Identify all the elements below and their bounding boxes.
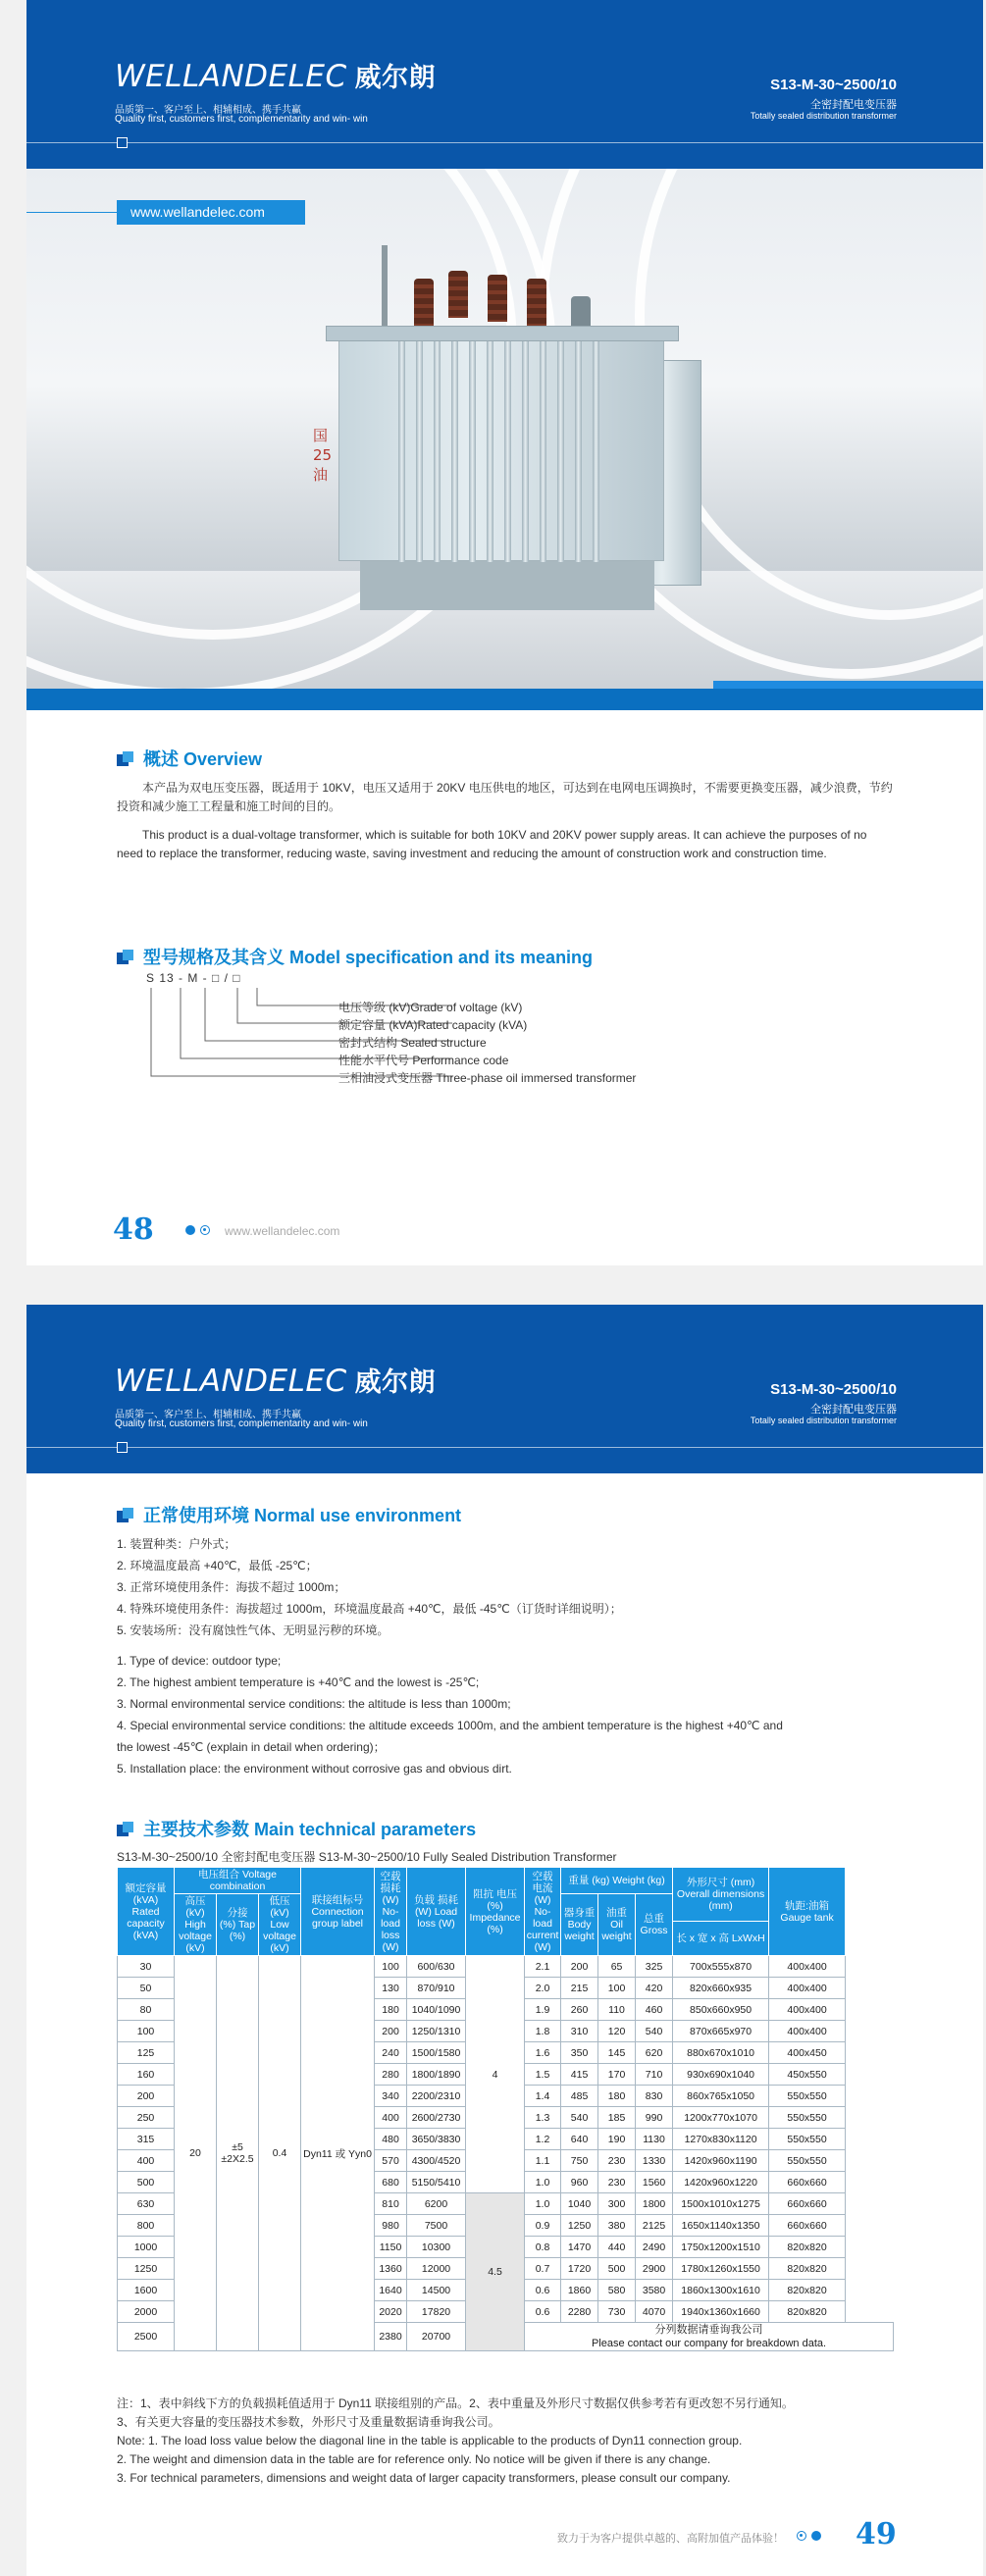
cell-noload-current: 0.6 xyxy=(525,2280,561,2301)
cell-noload-current: 0.8 xyxy=(525,2237,561,2258)
cell-oil-weight: 300 xyxy=(598,2193,636,2215)
cell-body-weight: 540 xyxy=(561,2107,598,2129)
cell-gauge: 400x450 xyxy=(769,2042,846,2064)
th-tap: 分接 (%) Tap (%) xyxy=(217,1894,259,1956)
cell-dims: 1650x1140x1350 xyxy=(673,2215,769,2237)
table-notes xyxy=(117,2395,794,2488)
cell-noload-current: 1.5 xyxy=(525,2064,561,2086)
th-hv: 高压 (kV) High voltage (kV) xyxy=(175,1894,217,1956)
environment-list-cn xyxy=(117,1533,902,1641)
cell-impedance-merged: 4.5 xyxy=(466,2193,525,2351)
cell-body-weight: 415 xyxy=(561,2064,598,2086)
bushing-icon xyxy=(414,279,434,326)
cell-oil-weight: 100 xyxy=(598,1978,636,1999)
cell-oil-weight: 580 xyxy=(598,2280,636,2301)
cell-dims: 850x660x950 xyxy=(673,1999,769,2021)
cell-noload-loss: 570 xyxy=(375,2150,407,2172)
page-dots-icon xyxy=(185,1225,210,1235)
tank-cover xyxy=(326,326,679,341)
cell-oil-weight: 120 xyxy=(598,2021,636,2042)
th-capacity: 额定容量 (kVA) Rated capacity (kVA) xyxy=(118,1868,175,1956)
cell-dims: 1420x960x1190 xyxy=(673,2150,769,2172)
cell-gross-weight: 3580 xyxy=(636,2280,673,2301)
cell-gauge: 820x820 xyxy=(769,2258,846,2280)
list-item: 5. 安装场所：没有腐蚀性气体、无明显污秽的环境。 xyxy=(117,1623,389,1637)
cell-noload-current: 1.3 xyxy=(525,2107,561,2129)
cell-noload-loss: 980 xyxy=(375,2215,407,2237)
hero-image xyxy=(26,169,983,710)
cell-load-loss: 14500 xyxy=(407,2280,466,2301)
th-weight: 重量 (kg) Weight (kg) xyxy=(561,1868,673,1894)
cell-body-weight: 1250 xyxy=(561,2215,598,2237)
cell-noload-current: 1.9 xyxy=(525,1999,561,2021)
cell-load-loss: 1800/1890 xyxy=(407,2064,466,2086)
cell-hv-merged: 20 xyxy=(175,1956,217,2351)
cell-capacity: 315 xyxy=(118,2129,175,2150)
overview-para-cn: 本产品为双电压变压器，既适用于 10KV，电压又适用于 20KV 电压供电的地区，可达到在电网电压调换时，不需要更换变压器，减少浪费，节约投资和减少施工工程量和施工时间的目的。 xyxy=(117,781,893,813)
tech-title: 主要技术参数 Main technical parameters xyxy=(117,1816,476,1841)
spec-table xyxy=(117,1867,894,2351)
cell-noload-loss: 2020 xyxy=(375,2301,407,2323)
list-item: 2. The highest ambient temperature is +40℃ and the lowest is -25℃; xyxy=(117,1675,480,1689)
bushing-icon xyxy=(488,275,507,322)
cell-gauge: 550x550 xyxy=(769,2129,846,2150)
cell-capacity: 125 xyxy=(118,2042,175,2064)
cell-oil-weight: 500 xyxy=(598,2258,636,2280)
cell-oil-weight: 440 xyxy=(598,2237,636,2258)
overview-para-en: This product is a dual-voltage transformer, which is suitable for both 10KV and 20KV power supply areas. It can achieve the purposes of no need to replace the transformer, reducing waste, saving investment and reducing the amount of construction work and construction time. xyxy=(117,828,867,860)
cell-capacity: 160 xyxy=(118,2064,175,2086)
cell-body-weight: 1860 xyxy=(561,2280,598,2301)
section-icon xyxy=(117,1822,134,1836)
cell-capacity: 400 xyxy=(118,2150,175,2172)
url-line xyxy=(26,212,117,213)
product-name-en: Totally sealed distribution transformer xyxy=(750,1416,897,1425)
note-line: 3、有关更大容量的变压器技术参数，外形尺寸及重量数据请垂询我公司。 xyxy=(117,2415,500,2429)
cell-oil-weight: 170 xyxy=(598,2064,636,2086)
th-voltage-combo: 电压组合 Voltage combination xyxy=(175,1868,301,1894)
slogan-en: Quality first, customers first, complementarity and win- win xyxy=(115,1418,368,1429)
cell-load-loss: 1250/1310 xyxy=(407,2021,466,2042)
cell-load-loss: 870/910 xyxy=(407,1978,466,1999)
header-band xyxy=(26,0,983,169)
cell-gross-weight: 830 xyxy=(636,2086,673,2107)
cell-capacity: 30 xyxy=(118,1956,175,1978)
cell-body-weight: 200 xyxy=(561,1956,598,1978)
cell-noload-current: 1.2 xyxy=(525,2129,561,2150)
cell-noload-loss: 1150 xyxy=(375,2237,407,2258)
code-item-type: 三相油浸式变压器 Three-phase oil immersed transformer xyxy=(338,1071,637,1085)
page-number: 49 xyxy=(856,2517,897,2551)
cell-gauge: 550x550 xyxy=(769,2107,846,2129)
cell-load-loss: 17820 xyxy=(407,2301,466,2323)
cell-noload-loss: 280 xyxy=(375,2064,407,2086)
cell-dims: 820x660x935 xyxy=(673,1978,769,1999)
cell-capacity: 2500 xyxy=(118,2323,175,2351)
cell-dims: 1860x1300x1610 xyxy=(673,2280,769,2301)
cell-noload-loss: 810 xyxy=(375,2193,407,2215)
cell-dims: 1420x960x1220 xyxy=(673,2172,769,2193)
cell-noload-current: 1.6 xyxy=(525,2042,561,2064)
cell-gauge: 550x550 xyxy=(769,2086,846,2107)
cell-body-weight: 215 xyxy=(561,1978,598,1999)
cell-oil-weight: 190 xyxy=(598,2129,636,2150)
cell-noload-loss: 680 xyxy=(375,2172,407,2193)
th-dims: 外形尺寸 (mm) Overall dimensions (mm) xyxy=(673,1868,769,1922)
th-lv: 低压 (kV) Low voltage (kV) xyxy=(259,1894,301,1956)
cell-load-loss: 2600/2730 xyxy=(407,2107,466,2129)
cell-gauge: 820x820 xyxy=(769,2237,846,2258)
cell-capacity: 800 xyxy=(118,2215,175,2237)
cell-gross-weight: 1800 xyxy=(636,2193,673,2215)
overview-title: 概述 Overview xyxy=(117,746,262,771)
product-name-cn: 全密封配电变压器 xyxy=(810,1404,897,1416)
cell-capacity: 630 xyxy=(118,2193,175,2215)
cell-dims: 1200x770x1070 xyxy=(673,2107,769,2129)
cell-noload-current: 0.9 xyxy=(525,2215,561,2237)
th-body: 器身重 Body weight xyxy=(561,1894,598,1956)
cell-body-weight: 750 xyxy=(561,2150,598,2172)
breather-icon xyxy=(382,245,388,326)
cell-noload-current: 1.1 xyxy=(525,2150,561,2172)
cell-body-weight: 1720 xyxy=(561,2258,598,2280)
list-item: 3. Normal environmental service conditions: the altitude is less than 1000m; xyxy=(117,1697,511,1711)
cell-dims: 700x555x870 xyxy=(673,1956,769,1978)
slogan-cn: 品质第一、客户至上、相辅相成、携手共赢 xyxy=(115,105,301,116)
code-item-voltage: 电压等级 (kV)Grade of voltage (kV) xyxy=(338,1001,523,1014)
cell-gross-weight: 540 xyxy=(636,2021,673,2042)
cell-load-loss: 7500 xyxy=(407,2215,466,2237)
cell-gross-weight: 990 xyxy=(636,2107,673,2129)
code-item-capacity: 额定容量 (kVA)Rated capacity (kVA) xyxy=(338,1018,528,1032)
note-line: Note: 1. The load loss value below the diagonal line in the table is applicable to the products of Dyn11 connection group. xyxy=(117,2434,743,2447)
cell-body-weight: 1470 xyxy=(561,2237,598,2258)
product-model: S13-M-30~2500/10 xyxy=(770,1381,897,1398)
environment-title: 正常使用环境 Normal use environment xyxy=(117,1502,461,1527)
cell-oil-weight: 380 xyxy=(598,2215,636,2237)
page-number: 48 xyxy=(113,1212,154,1247)
environment-list-en xyxy=(117,1650,902,1779)
cell-body-weight: 1040 xyxy=(561,2193,598,2215)
cell-noload-current: 1.8 xyxy=(525,2021,561,2042)
cell-capacity: 2000 xyxy=(118,2301,175,2323)
page-dots-icon xyxy=(797,2531,821,2541)
product-name-en: Totally sealed distribution transformer xyxy=(750,111,897,121)
list-item: the lowest -45℃ (explain in detail when ordering)； xyxy=(117,1740,386,1754)
cell-gauge: 660x660 xyxy=(769,2172,846,2193)
cell-oil-weight: 730 xyxy=(598,2301,636,2323)
spec-table-body xyxy=(118,1956,894,2351)
header-divider xyxy=(26,1447,983,1448)
cell-noload-loss: 130 xyxy=(375,1978,407,1999)
note-line: 3. For technical parameters, dimensions and weight data of larger capacity transformers, please consult our company. xyxy=(117,2471,731,2485)
th-gauge: 轨距:油箱 Gauge tank xyxy=(769,1868,846,1956)
cell-noload-current: 0.7 xyxy=(525,2258,561,2280)
cell-body-weight: 260 xyxy=(561,1999,598,2021)
cell-dims: 880x670x1010 xyxy=(673,2042,769,2064)
cell-gauge: 400x400 xyxy=(769,1956,846,1978)
cell-load-loss: 3650/3830 xyxy=(407,2129,466,2150)
list-item: 4. 特殊环境使用条件：海拔超过 1000m，环境温度最高 +40℃，最低 -45℃（订货时详细说明）； xyxy=(117,1602,622,1616)
cell-dims: 1940x1360x1660 xyxy=(673,2301,769,2323)
cell-noload-current: 0.6 xyxy=(525,2301,561,2323)
cell-body-weight: 485 xyxy=(561,2086,598,2107)
cell-gauge: 820x820 xyxy=(769,2301,846,2323)
th-oil: 油重 Oil weight xyxy=(598,1894,636,1956)
bushing-icon xyxy=(571,296,591,326)
cell-capacity: 1250 xyxy=(118,2258,175,2280)
cell-noload-loss: 200 xyxy=(375,2021,407,2042)
cell-noload-loss: 2380 xyxy=(375,2323,407,2351)
note-line: 注：1、表中斜线下方的负载损耗值适用于 Dyn11 联接组别的产品。2、表中重量及外形尺寸数据仅供参考若有更改恕不另行通知。 xyxy=(117,2396,794,2410)
tank-marking: 国 25 油 xyxy=(313,427,333,484)
cell-noload-loss: 400 xyxy=(375,2107,407,2129)
footer-tagline: 致力于为客户提供卓越的、高附加值产品体验！ xyxy=(557,2533,784,2545)
note-line: 2. The weight and dimension data in the table are for reference only. No notice will be given if there is any change. xyxy=(117,2452,711,2466)
bushing-icon xyxy=(448,271,468,318)
cell-load-loss: 5150/5410 xyxy=(407,2172,466,2193)
cell-noload-current: 1.0 xyxy=(525,2193,561,2215)
cell-gauge: 400x400 xyxy=(769,1978,846,1999)
cell-gross-weight: 620 xyxy=(636,2042,673,2064)
cell-gross-weight: 325 xyxy=(636,1956,673,1978)
list-item: 1. 装置种类：户外式； xyxy=(117,1537,236,1551)
cell-load-loss: 6200 xyxy=(407,2193,466,2215)
page-48 xyxy=(26,0,983,1265)
th-dims-sub: 长 x 宽 x 高 LxWxH xyxy=(673,1922,769,1956)
transformer-base xyxy=(360,561,654,610)
list-item: 4. Special environmental service conditions: the altitude exceeds 1000m, and the ambient temperature is the highest +40℃ and xyxy=(117,1719,783,1732)
cell-capacity: 80 xyxy=(118,1999,175,2021)
cell-load-loss: 600/630 xyxy=(407,1956,466,1978)
cell-noload-loss: 480 xyxy=(375,2129,407,2150)
cell-gross-weight: 1330 xyxy=(636,2150,673,2172)
th-load-loss: 负载 损耗 (W) Load loss (W) xyxy=(407,1868,466,1956)
model-spec-title: 型号规格及其含义 Model specification and its meaning xyxy=(117,944,593,969)
table-row xyxy=(118,1956,894,1978)
cell-oil-weight: 65 xyxy=(598,1956,636,1978)
cell-body-weight: 2280 xyxy=(561,2301,598,2323)
cell-breakdown-note xyxy=(525,2323,894,2351)
cell-noload-loss: 100 xyxy=(375,1956,407,1978)
cell-oil-weight: 185 xyxy=(598,2107,636,2129)
cell-load-loss: 20700 xyxy=(407,2323,466,2351)
cell-load-loss: 4300/4520 xyxy=(407,2150,466,2172)
cell-lv-merged: 0.4 xyxy=(259,1956,301,2351)
cell-gross-weight: 420 xyxy=(636,1978,673,1999)
brand-logo: WELLANDELEC 威尔朗 xyxy=(115,59,437,94)
cell-capacity: 500 xyxy=(118,2172,175,2193)
cell-load-loss: 2200/2310 xyxy=(407,2086,466,2107)
cell-dims: 1780x1260x1550 xyxy=(673,2258,769,2280)
cell-capacity: 50 xyxy=(118,1978,175,1999)
table-caption: S13-M-30~2500/10 全密封配电变压器 S13-M-30~2500/10 Fully Sealed Distribution Transformer xyxy=(117,1850,617,1864)
cell-gross-weight: 710 xyxy=(636,2064,673,2086)
header-divider xyxy=(26,142,983,143)
cell-oil-weight: 230 xyxy=(598,2150,636,2172)
header-square-icon xyxy=(117,1442,128,1453)
bushing-icon xyxy=(527,279,546,326)
cell-gross-weight: 2490 xyxy=(636,2237,673,2258)
cell-impedance-merged: 4 xyxy=(466,1956,525,2193)
model-code: S 13 - M - □ / □ xyxy=(146,971,241,985)
hero-bottom-bar xyxy=(26,689,983,710)
cell-noload-current: 2.1 xyxy=(525,1956,561,1978)
cell-gross-weight: 460 xyxy=(636,1999,673,2021)
cell-capacity: 250 xyxy=(118,2107,175,2129)
list-item: 3. 正常环境使用条件：海拔不超过 1000m； xyxy=(117,1580,346,1594)
cell-dims: 870x665x970 xyxy=(673,2021,769,2042)
cell-gauge: 450x550 xyxy=(769,2064,846,2086)
cell-group-merged: Dyn11 或 Yyn0 xyxy=(301,1956,375,2351)
cell-dims: 1270x830x1120 xyxy=(673,2129,769,2150)
header-band xyxy=(26,1305,983,1473)
cell-body-weight: 640 xyxy=(561,2129,598,2150)
cell-noload-loss: 180 xyxy=(375,1999,407,2021)
cell-noload-current: 1.4 xyxy=(525,2086,561,2107)
cell-dims: 1750x1200x1510 xyxy=(673,2237,769,2258)
cell-oil-weight: 145 xyxy=(598,2042,636,2064)
breakdown-en: Please contact our company for breakdown data. xyxy=(591,2338,827,2349)
cell-dims: 1500x1010x1275 xyxy=(673,2193,769,2215)
cell-noload-loss: 240 xyxy=(375,2042,407,2064)
website-link[interactable]: www.wellandelec.com xyxy=(117,200,305,225)
cell-capacity: 100 xyxy=(118,2021,175,2042)
cell-noload-loss: 1640 xyxy=(375,2280,407,2301)
section-icon xyxy=(117,1508,134,1522)
product-name-cn: 全密封配电变压器 xyxy=(810,99,897,111)
header-square-icon xyxy=(117,137,128,148)
cell-body-weight: 960 xyxy=(561,2172,598,2193)
section-icon xyxy=(117,950,134,964)
cell-capacity: 1000 xyxy=(118,2237,175,2258)
cell-noload-loss: 340 xyxy=(375,2086,407,2107)
code-item-sealed: 密封式结构 Sealed structure xyxy=(338,1036,487,1050)
list-item: 2. 环境温度最高 +40℃，最低 -25℃； xyxy=(117,1559,318,1572)
th-noload-loss: 空载 损耗 (W) No-load loss (W) xyxy=(375,1868,407,1956)
cell-capacity: 200 xyxy=(118,2086,175,2107)
code-item-performance: 性能水平代号 Performance code xyxy=(338,1054,509,1067)
cell-oil-weight: 230 xyxy=(598,2172,636,2193)
th-group: 联接组标号 Connection group label xyxy=(301,1868,375,1956)
cell-noload-loss: 1360 xyxy=(375,2258,407,2280)
cell-load-loss: 10300 xyxy=(407,2237,466,2258)
transformer-tank xyxy=(338,335,664,561)
cell-gauge: 400x400 xyxy=(769,1999,846,2021)
th-impedance: 阻抗 电压 (%) Impedance (%) xyxy=(466,1868,525,1956)
cell-capacity: 1600 xyxy=(118,2280,175,2301)
cell-dims: 860x765x1050 xyxy=(673,2086,769,2107)
brand-logo: WELLANDELEC 威尔朗 xyxy=(115,1364,437,1399)
list-item: 1. Type of device: outdoor type; xyxy=(117,1654,282,1668)
th-gross: 总重 Gross xyxy=(636,1894,673,1956)
cell-load-loss: 12000 xyxy=(407,2258,466,2280)
cell-gross-weight: 4070 xyxy=(636,2301,673,2323)
cell-gauge: 550x550 xyxy=(769,2150,846,2172)
cell-gauge: 660x660 xyxy=(769,2193,846,2215)
cell-dims: 930x690x1040 xyxy=(673,2064,769,2086)
breakdown-cn: 分列数据请垂询我公司 xyxy=(654,2324,763,2336)
slogan-en: Quality first, customers first, complementarity and win- win xyxy=(115,114,368,125)
cell-gauge: 820x820 xyxy=(769,2280,846,2301)
product-model: S13-M-30~2500/10 xyxy=(770,77,897,93)
slogan-cn: 品质第一、客户至上、相辅相成、携手共赢 xyxy=(115,1410,301,1420)
cell-gross-weight: 2900 xyxy=(636,2258,673,2280)
cell-gross-weight: 1130 xyxy=(636,2129,673,2150)
th-noload-current: 空载 电流 (W) No-load current (W) xyxy=(525,1868,561,1956)
cell-oil-weight: 180 xyxy=(598,2086,636,2107)
cell-load-loss: 1500/1580 xyxy=(407,2042,466,2064)
cell-load-loss: 1040/1090 xyxy=(407,1999,466,2021)
cell-tap-merged: ±5 ±2X2.5 xyxy=(217,1956,259,2351)
section-icon xyxy=(117,751,134,766)
cell-noload-current: 1.0 xyxy=(525,2172,561,2193)
cell-body-weight: 350 xyxy=(561,2042,598,2064)
cell-gross-weight: 1560 xyxy=(636,2172,673,2193)
list-item: 5. Installation place: the environment without corrosive gas and obvious dirt. xyxy=(117,1762,512,1776)
footer-url[interactable]: www.wellandelec.com xyxy=(225,1224,340,1238)
cell-oil-weight: 110 xyxy=(598,1999,636,2021)
cell-noload-current: 2.0 xyxy=(525,1978,561,1999)
cell-gauge: 400x400 xyxy=(769,2021,846,2042)
cell-body-weight: 310 xyxy=(561,2021,598,2042)
cell-gross-weight: 2125 xyxy=(636,2215,673,2237)
cell-gauge: 660x660 xyxy=(769,2215,846,2237)
